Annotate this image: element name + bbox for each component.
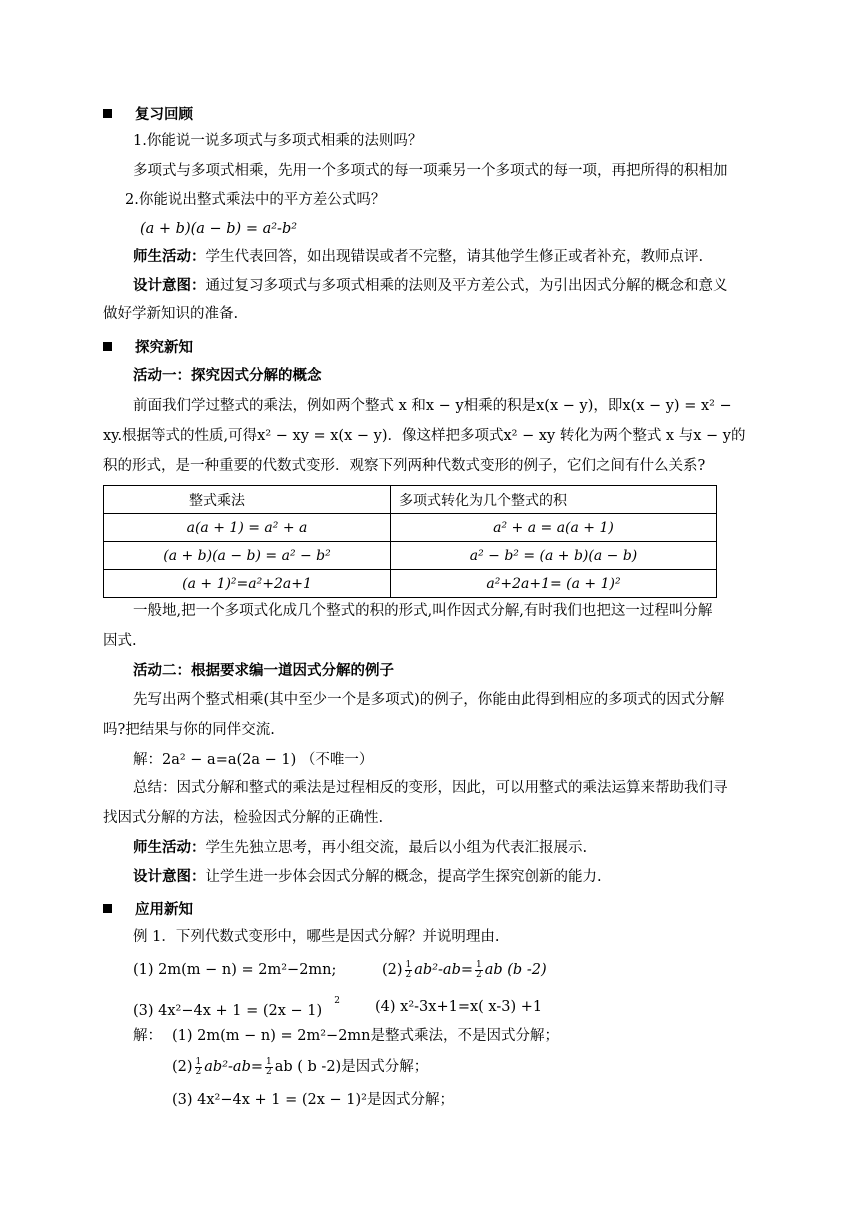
solution-1: (1) 2m(m − n) = 2m²−2mn是整式乘法，不是因式分解； [172, 1028, 560, 1044]
table-cell: (a + b)(a − b) = a² − b² [104, 542, 391, 570]
fraction-one-half: $\frac{1}{2}$ [195, 1056, 202, 1077]
activity-2-title: 活动二：根据要求编一道因式分解的例子 [133, 662, 394, 679]
solution-2: (2) $\frac{1}{2}$ ab²-ab= $\frac{1}{2}$ ab ( b -2)是因式分解； [172, 1056, 429, 1077]
explore-para-line-3: 积的形式，是一种重要的代数式变形．观察下列两种代数式变形的例子，它们之间有什么关系? [103, 458, 706, 474]
table-cell: a²+2a+1= (a + 1)² [391, 570, 717, 598]
explore-activity: 师生活动：学生先独立思考，再小组交流，最后以小组为代表汇报展示. [133, 839, 588, 856]
table-header-cell: 多项式转化为几个整式的积 [391, 486, 717, 514]
bullet-square-icon [103, 109, 112, 118]
section-explore-header: 探究新知 [103, 336, 193, 357]
example-item-1: (1) 2m(m − n) = 2m²−2mn; [133, 962, 337, 978]
review-answer-1: 多项式与多项式相乘，先用一个多项式的每一项乘另一个多项式的每一项，再把所得的积相加 [133, 163, 728, 179]
table-row [104, 542, 717, 570]
example-item-2: (2) $\frac{1}{2}$ ab²-ab= $\frac{1}{2}$ ab (b -2) [382, 959, 547, 980]
example-item-3: (3) $4x^2-4x + 1 = (2x - 1)^2$ [133, 996, 340, 1019]
bullet-square-icon [103, 342, 112, 351]
review-intent-cont: 做好学新知识的准备. [103, 306, 239, 322]
example-1-title: 例 1．下列代数式变形中，哪些是因式分解？并说明理由. [133, 929, 500, 945]
table-cell: a(a + 1) = a² + a [104, 514, 391, 542]
explore-para-line-1: 前面我们学过整式的乘法，例如两个整式 x 和x − y相乘的积是x(x − y)，即x(x − y) = x² − [133, 398, 732, 414]
summary-line-2: 找因式分解的方法，检验因式分解的正确性. [103, 810, 384, 826]
review-intent: 设计意图：通过复习多项式与多项式相乘的法则及平方差公式，为引出因式分解的概念和意义 [133, 277, 728, 294]
definition-line-2: 因式. [103, 633, 137, 649]
example-item-4: (4) x²-3x+1=x( x-3) +1 [375, 999, 543, 1015]
solution-3: (3) 4x²−4x + 1 = (2x − 1)²是因式分解； [172, 1092, 454, 1108]
activity-1-title: 活动一：探究因式分解的概念 [133, 367, 322, 384]
table-row [104, 514, 717, 542]
explore-intent: 设计意图：让学生进一步体会因式分解的概念，提高学生探究创新的能力. [133, 868, 602, 885]
table-cell: a² − b² = (a + b)(a − b) [391, 542, 717, 570]
fraction-one-half: $\frac{1}{2}$ [405, 959, 412, 980]
activity-2-line-1: 先写出两个整式相乘(其中至少一个是多项式)的例子，你能由此得到相应的多项式的因式分解 [133, 692, 725, 708]
review-question-1: 1.你能说一说多项式与多项式相乘的法则吗？ [133, 133, 423, 149]
review-formula: (a + b)(a − b) = a²-b² [140, 221, 298, 237]
activity-2-solution: 解：2a² − a=a(2a − 1) （不唯一） [133, 752, 374, 768]
table-cell: a² + a = a(a + 1) [391, 514, 717, 542]
fraction-one-half: $\frac{1}{2}$ [266, 1056, 272, 1077]
section-apply-header: 应用新知 [103, 898, 193, 919]
summary-line-1: 总结：因式分解和整式的乘法是过程相反的变形，因此，可以用整式的乘法运算来帮助我们寻 [133, 780, 728, 796]
fraction-one-half: $\frac{1}{2}$ [476, 959, 482, 980]
solution-label: 解： [133, 1028, 162, 1044]
table-header-cell: 整式乘法 [104, 486, 391, 514]
review-question-2: 2.你能说出整式乘法中的平方差公式吗？ [125, 192, 386, 208]
bullet-square-icon [103, 904, 112, 913]
activity-2-line-2: 吗?把结果与你的同伴交流. [103, 722, 275, 738]
table-row [104, 570, 717, 598]
table-cell: (a + 1)²=a²+2a+1 [104, 570, 391, 598]
review-activity: 师生活动：学生代表回答，如出现错误或者不完整，请其他学生修正或者补充，教师点评. [133, 248, 704, 265]
table-header-row [104, 486, 717, 514]
definition-line-1: 一般地,把一个多项式化成几个整式的积的形式,叫作因式分解,有时我们也把这一过程叫分解 [133, 603, 713, 619]
comparison-table [103, 485, 717, 598]
explore-para-line-2: xy.根据等式的性质,可得x² − xy = x(x − y)．像这样把多项式x² − xy 转化为两个整式 x 与x − y的 [103, 428, 746, 444]
section-review-header: 复习回顾 [103, 103, 193, 124]
